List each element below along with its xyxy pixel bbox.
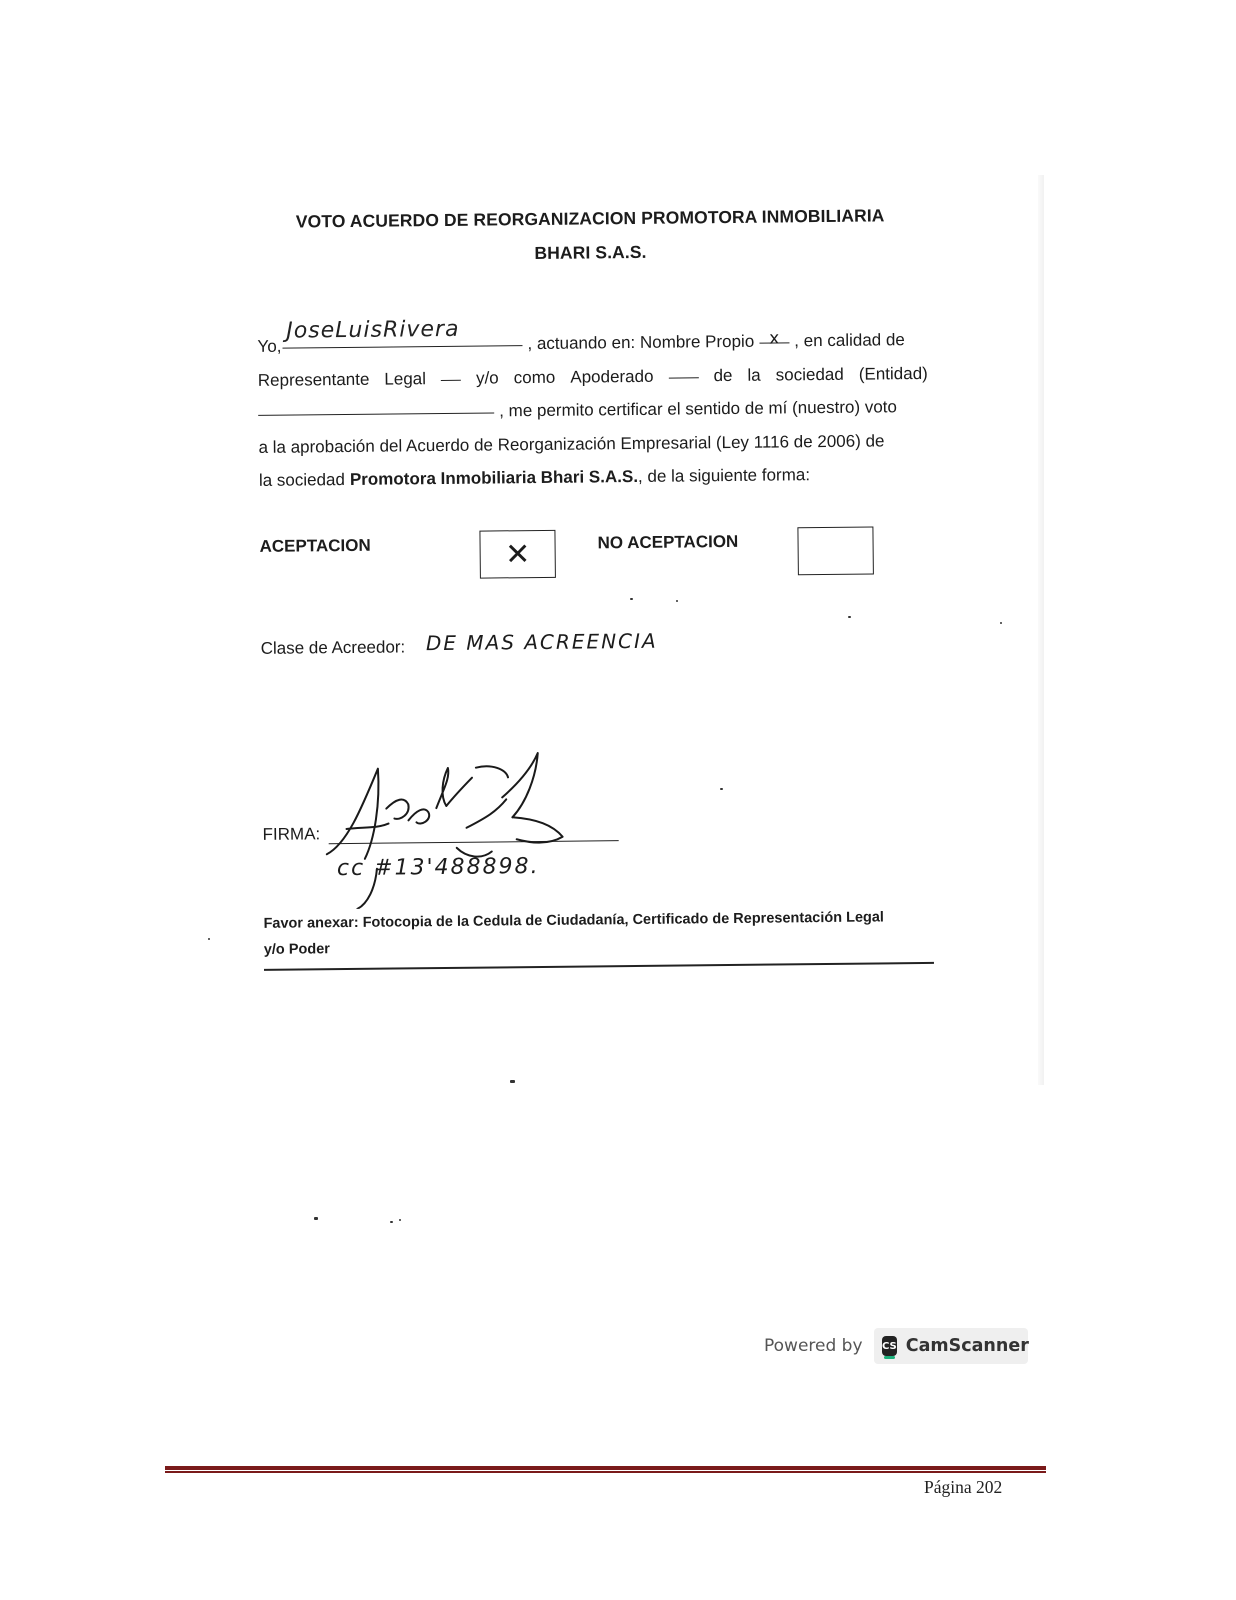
note-line-1: Favor anexar: Fotocopia de la Cedula de Ciudadanía, Certificado de Representación Legal xyxy=(263,909,885,932)
form-title xyxy=(250,198,931,273)
declaration-paragraph xyxy=(257,316,929,498)
powered-by-text: Powered by xyxy=(764,1336,863,1356)
en-calidad-text: , en calidad de xyxy=(794,330,905,351)
line2-word: la xyxy=(747,365,761,385)
reject-checkbox[interactable] xyxy=(797,526,873,575)
accept-mark: ✕ xyxy=(504,536,531,572)
entidad-blank xyxy=(258,394,494,415)
note-line-2: y/o Poder xyxy=(263,941,330,958)
footer-rule-thick xyxy=(165,1466,1046,1470)
title-line-1: VOTO ACUERDO DE REORGANIZACION PROMOTORA INMOBILIARIA xyxy=(295,205,885,232)
camscanner-brand: CamScanner xyxy=(905,1336,1029,1356)
creditor-class-row xyxy=(260,628,658,659)
line2-word: como xyxy=(513,367,556,387)
accept-label: ACEPTACION xyxy=(259,535,371,556)
representante-blank xyxy=(441,361,461,380)
name-blank xyxy=(282,316,522,349)
id-number-handwritten: cc #13'488898. xyxy=(336,854,540,882)
creditor-class-handwritten: DE MAS ACREENCIA xyxy=(425,628,658,656)
actuando-text: , actuando en: Nombre Propio xyxy=(527,331,755,354)
accept-checkbox[interactable] xyxy=(479,530,555,579)
paragraph-line-4 xyxy=(258,423,928,464)
title-line-2: BHARI S.A.S. xyxy=(534,241,647,264)
nombre-propio-mark: x xyxy=(769,328,780,349)
handwritten-signature xyxy=(316,746,658,910)
page-number: Página 202 xyxy=(924,1477,1003,1497)
reject-label: NO ACEPTACION xyxy=(597,531,739,553)
name-handwritten: JoseLuisRivera xyxy=(286,316,460,344)
line2-word: Representante xyxy=(257,369,370,390)
line2-word: (Entidad) xyxy=(858,363,928,384)
yo-text: Yo, xyxy=(257,336,282,356)
camscanner-logo-icon: CS xyxy=(882,1336,897,1356)
line2-word: Apoderado xyxy=(570,366,654,387)
line4-text: a la aprobación del Acuerdo de Reorganización Empresarial (Ley 1116 de 2006) de xyxy=(258,430,885,457)
line2-word: y/o xyxy=(475,367,499,388)
apoderado-blank xyxy=(668,359,698,378)
footer-rule-thin xyxy=(165,1471,1046,1473)
company-name: Promotora Inmobiliaria Bhari S.A.S. xyxy=(349,466,639,489)
nombre-propio-blank xyxy=(759,324,789,349)
line2-word: de xyxy=(713,365,733,385)
camscanner-badge xyxy=(874,1328,1028,1364)
attachment-note xyxy=(263,904,944,963)
vote-form xyxy=(250,198,931,958)
vote-section xyxy=(259,526,940,593)
signature-label: FIRMA: xyxy=(262,824,321,844)
scan-edge-shadow xyxy=(1038,175,1044,1085)
line2-word: Legal xyxy=(384,368,427,389)
creditor-class-label: Clase de Acreedor: xyxy=(260,637,406,658)
paragraph-line-5 xyxy=(259,457,929,498)
line5-text: la sociedad xyxy=(258,470,345,490)
line5-tail: , de la siguiente forma: xyxy=(637,465,811,486)
line2-word: sociedad xyxy=(775,364,844,385)
line3-text: , me permito certificar el sentido de mí (nuestro) voto xyxy=(499,397,898,421)
